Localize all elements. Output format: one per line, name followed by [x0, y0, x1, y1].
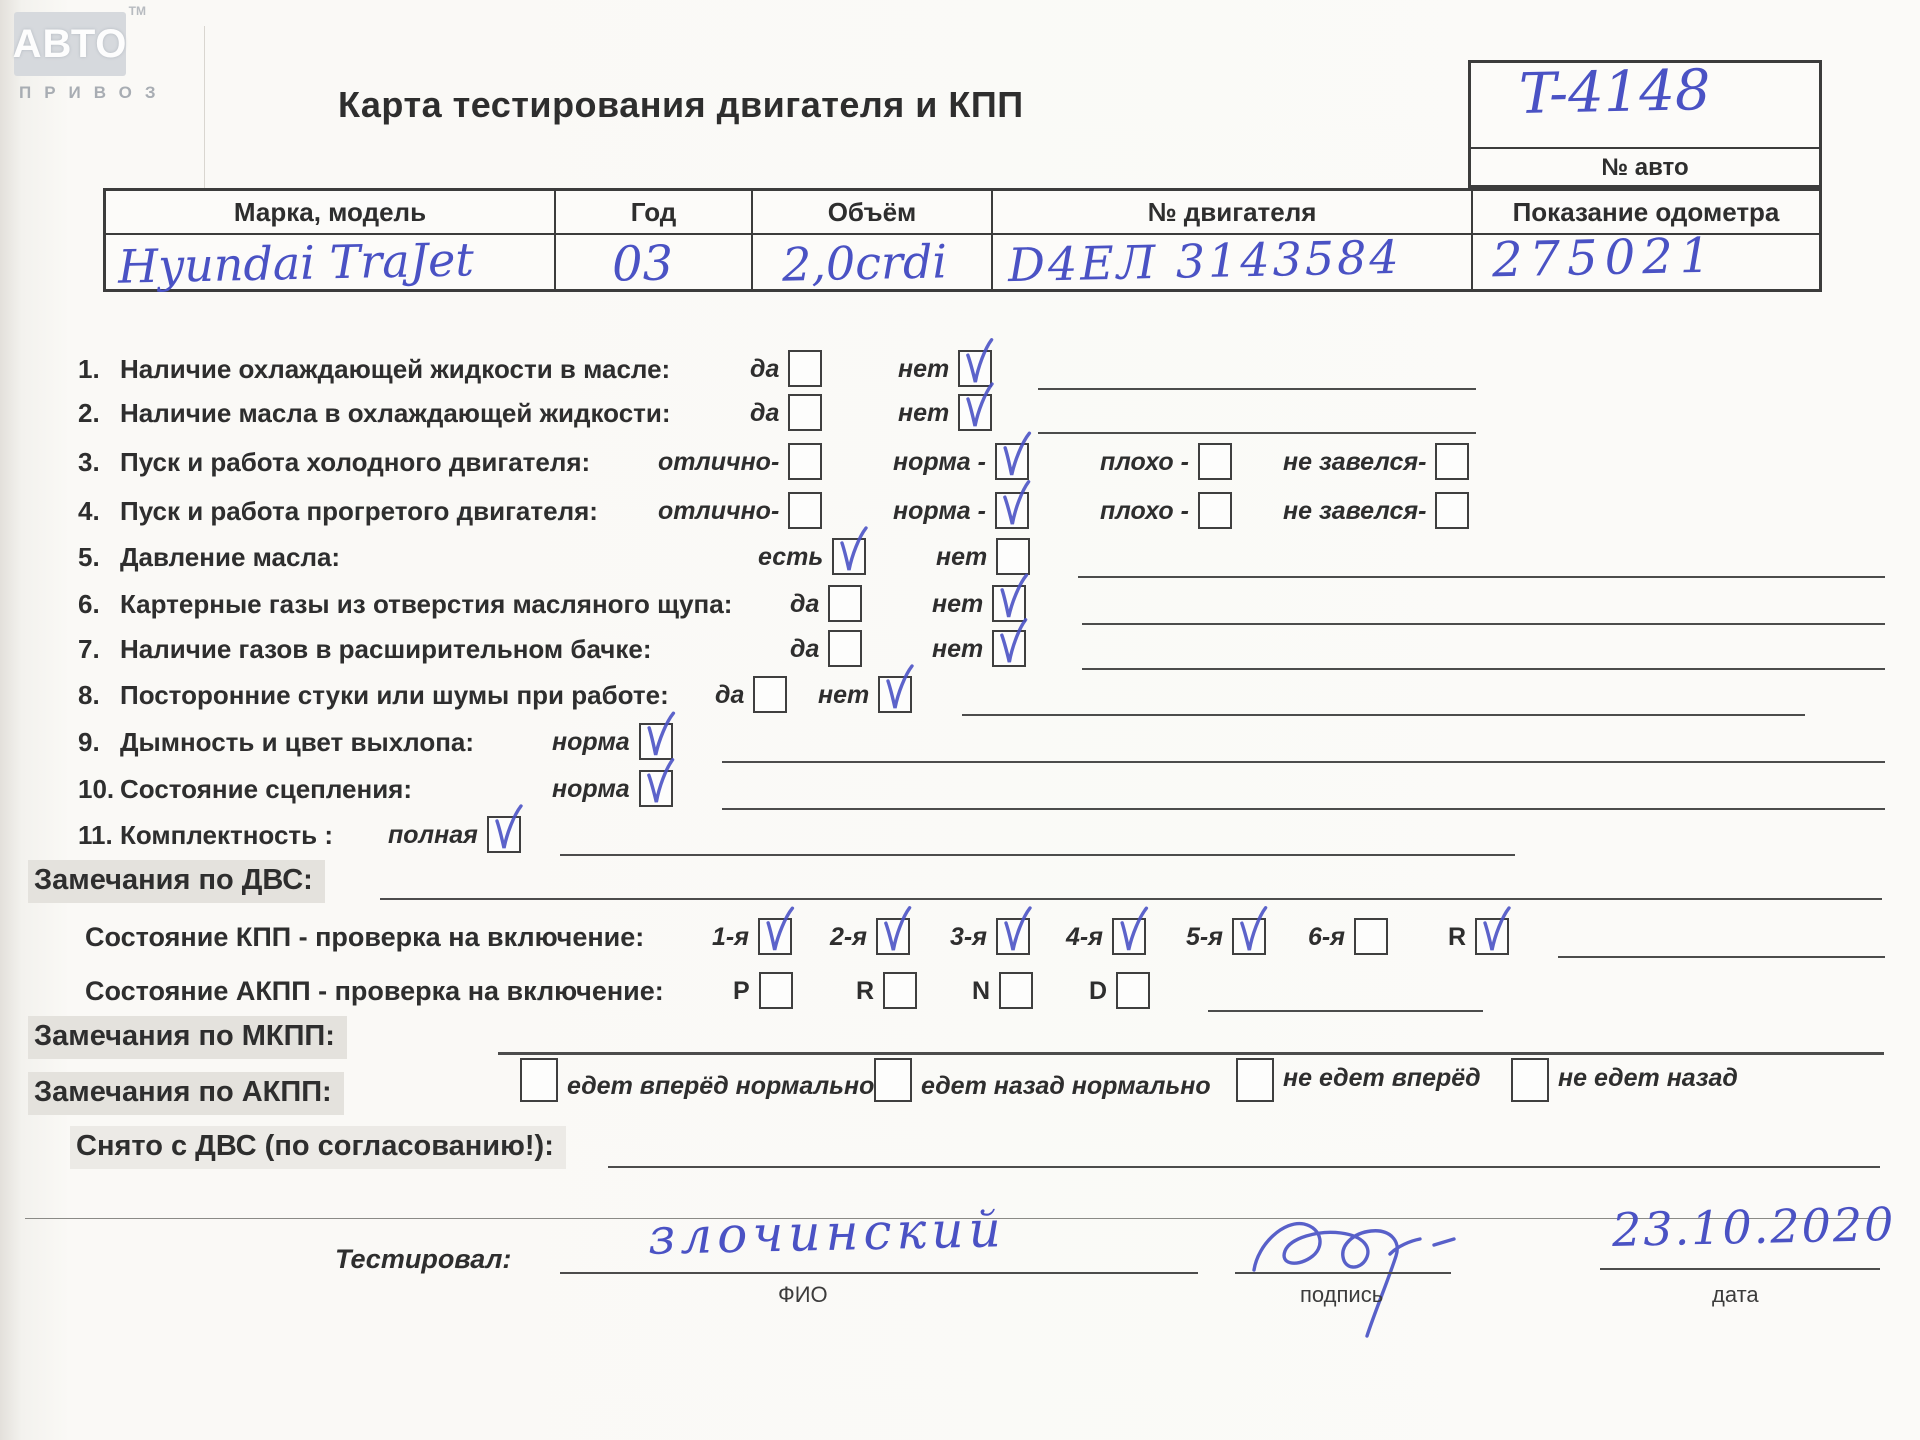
- checklist-row-2: [0, 394, 1920, 440]
- gear-label: 2-я: [830, 923, 867, 951]
- item-number: 2.: [78, 398, 100, 428]
- checkbox: [1511, 1058, 1549, 1102]
- date-line: [1600, 1268, 1880, 1270]
- checkbox: [788, 394, 822, 431]
- item-label: Давление масла:: [120, 542, 341, 572]
- auto-number-box: [1468, 60, 1822, 188]
- answer-line: [962, 714, 1805, 716]
- item-label: Комплектность :: [120, 820, 334, 850]
- akpp-option-forward-ok: [520, 1058, 874, 1102]
- checkbox: [759, 972, 793, 1009]
- checklist-row-8: [0, 676, 1920, 722]
- checkbox: [520, 1058, 558, 1102]
- col-header-make: Марка, модель: [106, 191, 556, 235]
- option-label: нет: [898, 355, 950, 383]
- tester-label: Тестировал:: [335, 1244, 512, 1274]
- answer-line: [722, 761, 1885, 763]
- option-net: [898, 350, 992, 387]
- col-header-volume: Объём: [753, 191, 993, 235]
- gear-n: [972, 972, 1033, 1009]
- option-label: нет: [936, 543, 988, 571]
- date-caption: дата: [1712, 1282, 1759, 1307]
- gear-label: 3-я: [950, 923, 987, 951]
- checkbox: [958, 350, 992, 387]
- item-number: 10.: [78, 774, 115, 804]
- gear-4: [1066, 918, 1146, 955]
- item-number: 6.: [78, 589, 100, 619]
- odometer-handwritten: 275021: [1491, 227, 1718, 289]
- option-net: [818, 676, 912, 713]
- checkbox: [1116, 972, 1150, 1009]
- checkbox: [487, 816, 521, 853]
- answer-line: [1038, 432, 1476, 434]
- year-handwritten: 03: [611, 235, 674, 293]
- checkbox: [788, 492, 822, 529]
- checkbox: [1475, 918, 1509, 955]
- removed-from-engine-line: [608, 1166, 1880, 1168]
- option-label: едет вперёд нормально: [567, 1072, 875, 1100]
- option-da: [790, 630, 862, 667]
- engine-number-handwritten: D4EЛ 3143584: [1007, 229, 1403, 293]
- col-header-odometer: Показание одометра: [1473, 191, 1819, 235]
- akpp-remarks-row: [0, 1058, 1920, 1104]
- option-label: норма -: [893, 497, 986, 525]
- option-ne-zavelsya: [1283, 492, 1469, 529]
- checkbox: [958, 394, 992, 431]
- gear-label: 4-я: [1066, 923, 1103, 951]
- checkbox: [753, 676, 787, 713]
- gear-label: N: [972, 977, 991, 1005]
- item-number: 8.: [78, 680, 100, 710]
- akpp-remarks-label: Замечания по АКПП:: [28, 1072, 344, 1115]
- option-label: нет: [932, 635, 984, 663]
- answer-line: [1082, 668, 1885, 670]
- gear-label: R: [1448, 923, 1467, 951]
- gear-d: [1089, 972, 1150, 1009]
- option-net: [932, 630, 1026, 667]
- checkbox: [883, 972, 917, 1009]
- gear-label: 5-я: [1186, 923, 1223, 951]
- option-norma: [552, 770, 673, 807]
- option-da: [715, 676, 787, 713]
- signature-caption: подпись: [1300, 1282, 1384, 1307]
- checklist-row-3: [0, 443, 1920, 489]
- gear-label: D: [1089, 977, 1108, 1005]
- checkbox: [995, 443, 1029, 480]
- gear-1: [712, 918, 792, 955]
- option-da: [750, 394, 822, 431]
- option-label: полная: [388, 821, 478, 849]
- answer-line: [1038, 388, 1476, 390]
- answer-line: [722, 808, 1885, 810]
- option-label: не завелся-: [1283, 448, 1427, 476]
- option-plokho: [1100, 492, 1232, 529]
- checkbox: [996, 918, 1030, 955]
- item-label: Дымность и цвет выхлопа:: [120, 727, 475, 757]
- checkbox: [995, 492, 1029, 529]
- checkbox: [1112, 918, 1146, 955]
- item-label: Посторонние стуки или шумы при работе:: [120, 680, 669, 710]
- checklist-row-1: [0, 350, 1920, 396]
- date-handwritten: 23.10.2020: [1611, 1197, 1896, 1257]
- item-number: 7.: [78, 634, 100, 664]
- option-net: [898, 394, 992, 431]
- item-label: Пуск и работа холодного двигателя:: [120, 447, 591, 477]
- checklist-row-4: [0, 492, 1920, 538]
- checklist-row-10: [0, 770, 1920, 816]
- mkpp-remarks-label: Замечания по МКПП:: [28, 1016, 347, 1059]
- option-otlichno: [658, 443, 822, 480]
- option-plokho: [1100, 443, 1232, 480]
- answer-line: [1558, 956, 1885, 958]
- option-da: [790, 585, 862, 622]
- option-label: нет: [932, 590, 984, 618]
- checkbox: [878, 676, 912, 713]
- item-number: 5.: [78, 542, 100, 572]
- option-label: плохо -: [1100, 448, 1189, 476]
- option-label: отлично-: [658, 448, 780, 476]
- form-title: Карта тестирования двигателя и КПП: [338, 84, 1024, 125]
- checkbox: [758, 918, 792, 955]
- option-label: да: [790, 590, 820, 618]
- gear-6: [1308, 918, 1388, 955]
- option-da: [750, 350, 822, 387]
- item-label: Наличие масла в охлаждающей жидкости:: [120, 398, 671, 428]
- auto-number-caption: № авто: [1471, 147, 1819, 185]
- removed-from-engine-label: Снято с ДВС (по согласованию!):: [70, 1126, 566, 1169]
- answer-line: [560, 854, 1515, 856]
- checkbox: [876, 918, 910, 955]
- option-label: норма: [552, 728, 630, 756]
- item-label: Наличие газов в расширительном бачке:: [120, 634, 652, 664]
- checkbox: [639, 770, 673, 807]
- logo-box: [12, 4, 146, 76]
- col-header-year: Год: [556, 191, 753, 235]
- option-label: едет назад нормально: [921, 1072, 1211, 1100]
- kpp-check-row: [0, 918, 1920, 964]
- option-est: [758, 538, 866, 575]
- checkbox: [996, 538, 1030, 575]
- checkbox: [788, 350, 822, 387]
- answer-line: [1208, 1010, 1483, 1012]
- item-number: 1.: [78, 354, 100, 384]
- item-label: Наличие охлаждающей жидкости в масле:: [120, 354, 671, 384]
- akpp-option-reverse-ok: [874, 1058, 1211, 1102]
- kpp-check-label: Состояние КПП - проверка на включение:: [85, 922, 645, 952]
- gear-label: P: [733, 977, 750, 1005]
- akpp-option-no-reverse: [1511, 1058, 1738, 1102]
- item-label: Картерные газы из отверстия масляного щупа:: [120, 589, 733, 619]
- option-norma: [893, 443, 1029, 480]
- option-net: [936, 538, 1030, 575]
- checkbox: [1198, 492, 1232, 529]
- option-label: не едет назад: [1558, 1064, 1738, 1092]
- item-label: Пуск и работа прогретого двигателя:: [120, 496, 598, 526]
- option-label: да: [790, 635, 820, 663]
- checkbox: [992, 630, 1026, 667]
- option-label: не едет вперёд: [1283, 1064, 1481, 1092]
- option-label: нет: [898, 399, 950, 427]
- checkbox: [639, 723, 673, 760]
- gear-label: R: [856, 977, 875, 1005]
- option-label: отлично-: [658, 497, 780, 525]
- checkbox: [999, 972, 1033, 1009]
- option-label: не завелся-: [1283, 497, 1427, 525]
- dvs-remarks-line: [380, 898, 1882, 900]
- item-number: 3.: [78, 447, 100, 477]
- akpp-option-no-forward: [1236, 1058, 1481, 1102]
- option-norma: [893, 492, 1029, 529]
- checklist-row-7: [0, 630, 1920, 676]
- auto-number-handwritten: T-4148: [1518, 58, 1712, 127]
- checkbox: [1354, 918, 1388, 955]
- col-header-engine-number: № двигателя: [993, 191, 1473, 235]
- gear-r: [1448, 918, 1509, 955]
- option-otlichno: [658, 492, 822, 529]
- name-line: [560, 1272, 1198, 1274]
- option-norma: [552, 723, 673, 760]
- checkbox: [1236, 1058, 1274, 1102]
- logo-trademark: TM: [128, 4, 146, 18]
- checkbox: [1435, 443, 1469, 480]
- gear-5: [1186, 918, 1266, 955]
- checkbox: [832, 538, 866, 575]
- make-handwritten: Hyundai TraJet: [117, 232, 475, 294]
- gear-3: [950, 918, 1030, 955]
- checklist-row-5: [0, 538, 1920, 584]
- volume-handwritten: 2,0crdi: [781, 234, 948, 292]
- option-polnaya: [388, 816, 521, 853]
- checklist-row-6: [0, 585, 1920, 631]
- gear-2: [830, 918, 910, 955]
- gear-label: 1-я: [712, 923, 749, 951]
- signature-line: [1235, 1272, 1451, 1274]
- logo-subtitle: ПРИВОЗ: [19, 83, 169, 102]
- option-label: да: [715, 681, 745, 709]
- avtoprivoz-logo: [12, 4, 169, 103]
- checkbox: [1232, 918, 1266, 955]
- option-label: да: [750, 355, 780, 383]
- item-number: 4.: [78, 496, 100, 526]
- logo-brand-text: АВТО: [12, 21, 128, 66]
- answer-line: [1082, 623, 1885, 625]
- checkbox: [1435, 492, 1469, 529]
- mkpp-remarks-line: [498, 1052, 1884, 1055]
- option-label: плохо -: [1100, 497, 1189, 525]
- gear-r: [856, 972, 917, 1009]
- name-caption: ФИО: [778, 1282, 828, 1307]
- checkbox: [874, 1058, 912, 1102]
- option-ne-zavelsya: [1283, 443, 1469, 480]
- checkbox: [828, 630, 862, 667]
- item-number: 11.: [78, 820, 113, 850]
- option-label: нет: [818, 681, 870, 709]
- checkbox: [828, 585, 862, 622]
- checklist-row-9: [0, 723, 1920, 769]
- item-number: 9.: [78, 727, 100, 757]
- option-label: есть: [758, 543, 824, 571]
- akpp-check-label: Состояние АКПП - проверка на включение:: [85, 976, 664, 1006]
- tester-name-handwritten: злочинский: [647, 1200, 1007, 1266]
- signature-handwritten: [1238, 1196, 1473, 1346]
- checklist-row-11: [0, 816, 1920, 862]
- checkbox: [992, 585, 1026, 622]
- akpp-check-row: [0, 972, 1920, 1018]
- answer-line: [1078, 576, 1885, 578]
- checkbox: [1198, 443, 1232, 480]
- option-label: норма -: [893, 448, 986, 476]
- item-label: Состояние сцепления:: [120, 774, 413, 804]
- option-net: [932, 585, 1026, 622]
- dvs-remarks-label: Замечания по ДВС:: [28, 860, 325, 903]
- gear-p: [733, 972, 793, 1009]
- checkbox: [788, 443, 822, 480]
- option-label: норма: [552, 775, 630, 803]
- option-label: да: [750, 399, 780, 427]
- gear-label: 6-я: [1308, 923, 1345, 951]
